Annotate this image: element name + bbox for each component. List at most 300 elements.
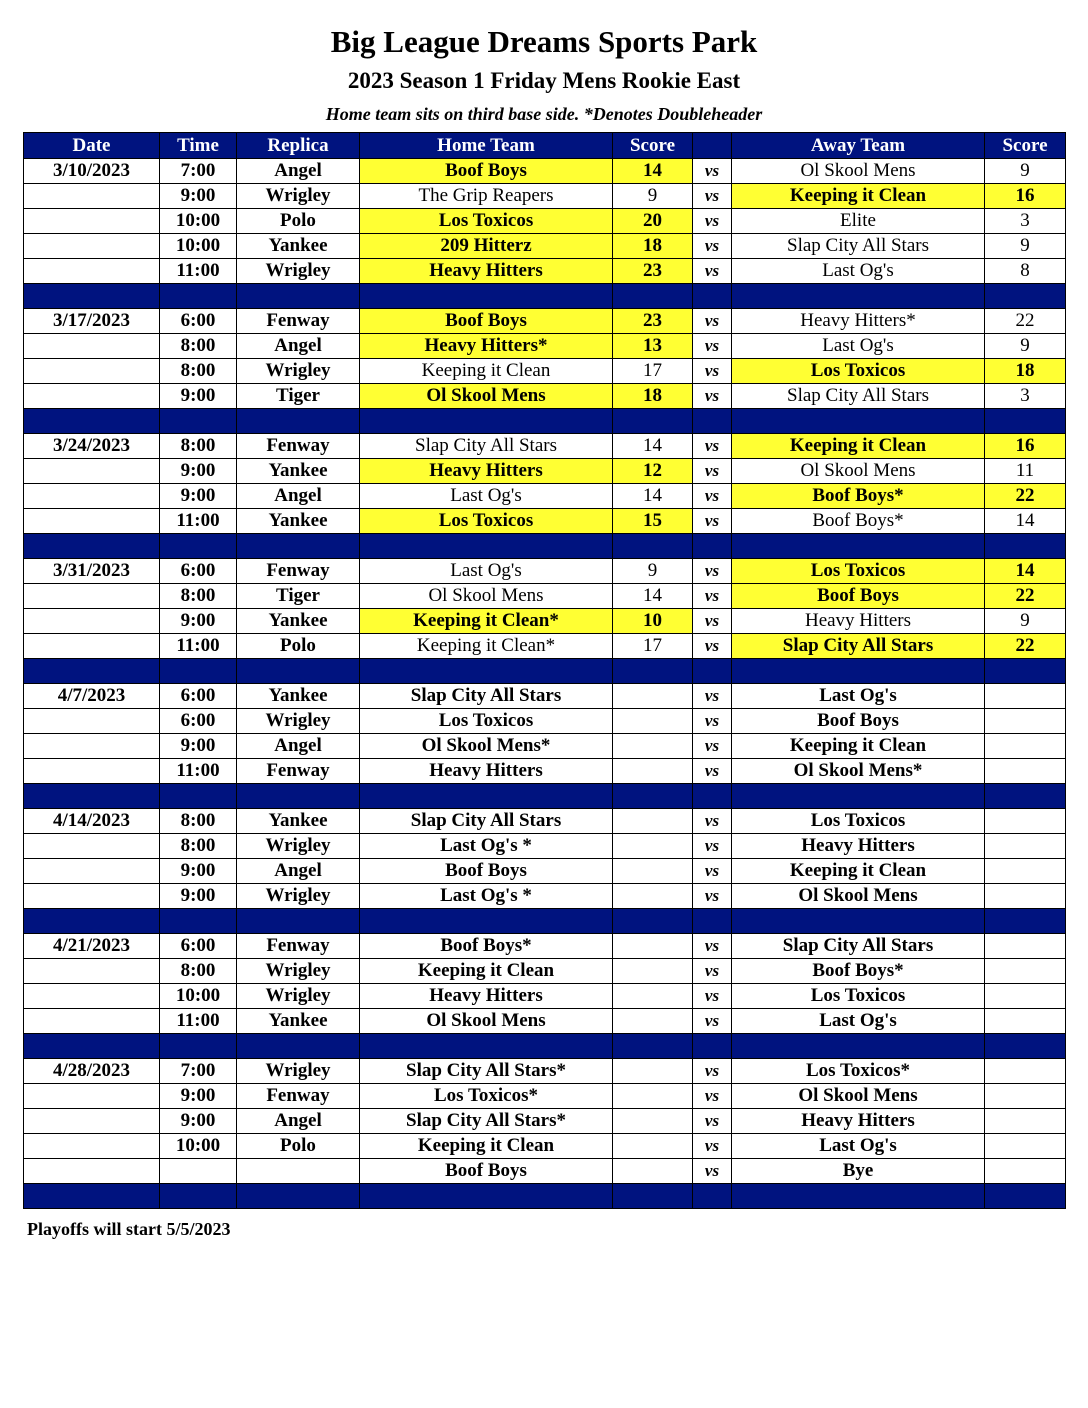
- away-score-cell: [985, 734, 1066, 759]
- replica-cell: Polo: [237, 1134, 360, 1159]
- time-cell: [160, 1159, 237, 1184]
- time-cell: 11:00: [160, 1009, 237, 1034]
- home-team-cell: Ol Skool Mens: [360, 1009, 613, 1034]
- away-team-cell: Boof Boys: [732, 584, 985, 609]
- separator-cell: [693, 659, 732, 684]
- separator-cell: [732, 409, 985, 434]
- replica-cell: Tiger: [237, 384, 360, 409]
- away-score-cell: 22: [985, 484, 1066, 509]
- home-team-cell: Keeping it Clean*: [360, 609, 613, 634]
- away-score-cell: [985, 884, 1066, 909]
- vs-cell: vs: [693, 959, 732, 984]
- home-team-cell: Boof Boys: [360, 1159, 613, 1184]
- away-score-cell: [985, 759, 1066, 784]
- home-score-cell: [613, 1009, 693, 1034]
- separator-cell: [985, 1184, 1066, 1209]
- date-cell: [24, 1134, 160, 1159]
- replica-cell: Fenway: [237, 434, 360, 459]
- home-score-cell: 18: [613, 234, 693, 259]
- replica-cell: [237, 1159, 360, 1184]
- vs-cell: vs: [693, 159, 732, 184]
- replica-cell: Angel: [237, 1109, 360, 1134]
- replica-cell: Wrigley: [237, 259, 360, 284]
- time-cell: 8:00: [160, 334, 237, 359]
- separator-cell: [24, 1184, 160, 1209]
- replica-cell: Tiger: [237, 584, 360, 609]
- table-row: [24, 359, 1066, 384]
- time-cell: 10:00: [160, 209, 237, 234]
- time-cell: 6:00: [160, 709, 237, 734]
- date-cell: 3/10/2023: [24, 159, 160, 184]
- table-row: [24, 334, 1066, 359]
- home-score-cell: [613, 734, 693, 759]
- replica-cell: Wrigley: [237, 959, 360, 984]
- vs-cell: vs: [693, 609, 732, 634]
- date-cell: [24, 1084, 160, 1109]
- vs-cell: vs: [693, 709, 732, 734]
- vs-cell: vs: [693, 759, 732, 784]
- away-score-cell: 9: [985, 234, 1066, 259]
- table-row: [24, 634, 1066, 659]
- away-team-cell: Boof Boys*: [732, 959, 985, 984]
- separator-cell: [160, 909, 237, 934]
- replica-cell: Polo: [237, 209, 360, 234]
- separator-cell: [237, 784, 360, 809]
- home-team-cell: Slap City All Stars: [360, 809, 613, 834]
- home-score-cell: [613, 709, 693, 734]
- away-team-cell: Heavy Hitters*: [732, 309, 985, 334]
- separator-cell: [360, 534, 613, 559]
- replica-cell: Fenway: [237, 1084, 360, 1109]
- away-score-cell: [985, 1009, 1066, 1034]
- table-row: [24, 1134, 1066, 1159]
- home-score-cell: 14: [613, 434, 693, 459]
- replica-cell: Yankee: [237, 609, 360, 634]
- replica-cell: Angel: [237, 484, 360, 509]
- separator-cell: [732, 1184, 985, 1209]
- home-team-cell: Boof Boys: [360, 859, 613, 884]
- home-score-cell: 15: [613, 509, 693, 534]
- week-separator-row: [24, 784, 1066, 809]
- separator-cell: [693, 284, 732, 309]
- home-score-cell: [613, 834, 693, 859]
- vs-cell: vs: [693, 684, 732, 709]
- away-score-cell: 14: [985, 509, 1066, 534]
- away-team-cell: Ol Skool Mens: [732, 159, 985, 184]
- date-cell: [24, 384, 160, 409]
- table-row: [24, 184, 1066, 209]
- time-cell: 8:00: [160, 834, 237, 859]
- time-cell: 9:00: [160, 859, 237, 884]
- away-team-cell: Boof Boys*: [732, 484, 985, 509]
- separator-cell: [693, 534, 732, 559]
- table-row: [24, 1109, 1066, 1134]
- date-cell: 3/17/2023: [24, 309, 160, 334]
- vs-cell: vs: [693, 459, 732, 484]
- time-cell: 9:00: [160, 609, 237, 634]
- vs-cell: vs: [693, 1159, 732, 1184]
- separator-cell: [985, 784, 1066, 809]
- separator-cell: [237, 1034, 360, 1059]
- separator-cell: [693, 784, 732, 809]
- home-score-cell: [613, 684, 693, 709]
- table-row: [24, 434, 1066, 459]
- date-cell: 4/7/2023: [24, 684, 160, 709]
- vs-cell: vs: [693, 509, 732, 534]
- away-score-cell: 8: [985, 259, 1066, 284]
- table-row: [24, 309, 1066, 334]
- away-score-cell: 3: [985, 209, 1066, 234]
- separator-cell: [732, 909, 985, 934]
- away-team-cell: Slap City All Stars: [732, 634, 985, 659]
- date-cell: [24, 834, 160, 859]
- home-score-cell: 10: [613, 609, 693, 634]
- away-score-cell: [985, 984, 1066, 1009]
- away-score-cell: [985, 684, 1066, 709]
- home-score-cell: [613, 884, 693, 909]
- separator-cell: [24, 909, 160, 934]
- separator-cell: [237, 1184, 360, 1209]
- away-team-cell: Los Toxicos: [732, 359, 985, 384]
- table-row: [24, 384, 1066, 409]
- separator-cell: [985, 284, 1066, 309]
- away-score-cell: 9: [985, 159, 1066, 184]
- time-cell: 9:00: [160, 459, 237, 484]
- replica-cell: Angel: [237, 159, 360, 184]
- home-team-cell: Keeping it Clean*: [360, 634, 613, 659]
- time-cell: 6:00: [160, 309, 237, 334]
- home-team-cell: Ol Skool Mens: [360, 584, 613, 609]
- date-cell: [24, 484, 160, 509]
- vs-cell: vs: [693, 834, 732, 859]
- date-cell: [24, 234, 160, 259]
- home-score-cell: 20: [613, 209, 693, 234]
- vs-cell: vs: [693, 634, 732, 659]
- home-team-cell: Ol Skool Mens*: [360, 734, 613, 759]
- vs-cell: vs: [693, 934, 732, 959]
- home-score-cell: 17: [613, 359, 693, 384]
- separator-cell: [693, 909, 732, 934]
- separator-cell: [693, 1184, 732, 1209]
- date-cell: [24, 609, 160, 634]
- separator-cell: [237, 409, 360, 434]
- separator-cell: [732, 284, 985, 309]
- away-team-cell: Boof Boys: [732, 709, 985, 734]
- time-cell: 6:00: [160, 559, 237, 584]
- vs-cell: vs: [693, 809, 732, 834]
- table-row: [24, 934, 1066, 959]
- date-cell: [24, 759, 160, 784]
- date-cell: [24, 1009, 160, 1034]
- separator-cell: [160, 1034, 237, 1059]
- separator-cell: [360, 909, 613, 934]
- vs-cell: vs: [693, 1084, 732, 1109]
- separator-cell: [24, 409, 160, 434]
- away-team-cell: Bye: [732, 1159, 985, 1184]
- away-team-cell: Los Toxicos*: [732, 1059, 985, 1084]
- separator-cell: [237, 659, 360, 684]
- home-score-cell: 13: [613, 334, 693, 359]
- away-score-cell: [985, 809, 1066, 834]
- home-team-cell: Slap City All Stars: [360, 684, 613, 709]
- home-team-cell: The Grip Reapers: [360, 184, 613, 209]
- away-team-cell: Heavy Hitters: [732, 1109, 985, 1134]
- col-header-date: Date: [24, 133, 160, 159]
- away-team-cell: Keeping it Clean: [732, 184, 985, 209]
- replica-cell: Wrigley: [237, 884, 360, 909]
- date-cell: 4/14/2023: [24, 809, 160, 834]
- away-team-cell: Heavy Hitters: [732, 609, 985, 634]
- home-score-cell: 14: [613, 584, 693, 609]
- away-score-cell: 16: [985, 184, 1066, 209]
- col-header-away-score: Score: [985, 133, 1066, 159]
- home-score-cell: [613, 984, 693, 1009]
- away-score-cell: [985, 859, 1066, 884]
- vs-cell: vs: [693, 434, 732, 459]
- home-score-cell: [613, 1159, 693, 1184]
- time-cell: 6:00: [160, 934, 237, 959]
- separator-cell: [360, 659, 613, 684]
- table-row: [24, 759, 1066, 784]
- vs-cell: vs: [693, 1134, 732, 1159]
- away-score-cell: [985, 959, 1066, 984]
- home-team-cell: Los Toxicos: [360, 209, 613, 234]
- vs-cell: vs: [693, 384, 732, 409]
- away-score-cell: [985, 1084, 1066, 1109]
- away-team-cell: Heavy Hitters: [732, 834, 985, 859]
- week-separator-row: [24, 1184, 1066, 1209]
- vs-cell: vs: [693, 1059, 732, 1084]
- replica-cell: Yankee: [237, 509, 360, 534]
- separator-cell: [360, 1034, 613, 1059]
- date-cell: 3/24/2023: [24, 434, 160, 459]
- week-separator-row: [24, 284, 1066, 309]
- home-team-cell: Last Og's: [360, 484, 613, 509]
- table-row: [24, 559, 1066, 584]
- table-row: [24, 1159, 1066, 1184]
- separator-cell: [24, 659, 160, 684]
- home-score-cell: [613, 1109, 693, 1134]
- week-separator-row: [24, 409, 1066, 434]
- vs-cell: vs: [693, 184, 732, 209]
- home-score-cell: [613, 1084, 693, 1109]
- playoffs-note: Playoffs will start 5/5/2023: [27, 1219, 231, 1239]
- replica-cell: Fenway: [237, 559, 360, 584]
- week-separator-row: [24, 534, 1066, 559]
- col-header-replica: Replica: [237, 133, 360, 159]
- home-score-cell: [613, 1059, 693, 1084]
- separator-cell: [732, 659, 985, 684]
- away-team-cell: Elite: [732, 209, 985, 234]
- away-team-cell: Slap City All Stars: [732, 934, 985, 959]
- date-cell: [24, 334, 160, 359]
- date-cell: 4/21/2023: [24, 934, 160, 959]
- home-team-cell: Los Toxicos*: [360, 1084, 613, 1109]
- separator-cell: [360, 784, 613, 809]
- away-score-cell: 3: [985, 384, 1066, 409]
- table-row: [24, 859, 1066, 884]
- week-separator-row: [24, 659, 1066, 684]
- home-score-cell: 17: [613, 634, 693, 659]
- home-score-cell: 14: [613, 484, 693, 509]
- page-subtitle: 2023 Season 1 Friday Mens Rookie East: [347, 68, 741, 93]
- home-score-cell: [613, 759, 693, 784]
- table-row: [24, 834, 1066, 859]
- away-team-cell: Last Og's: [732, 684, 985, 709]
- separator-cell: [693, 1034, 732, 1059]
- separator-cell: [160, 659, 237, 684]
- vs-cell: vs: [693, 734, 732, 759]
- home-score-cell: 18: [613, 384, 693, 409]
- home-team-cell: Heavy Hitters: [360, 984, 613, 1009]
- table-row: [24, 584, 1066, 609]
- date-cell: [24, 984, 160, 1009]
- home-score-cell: 14: [613, 159, 693, 184]
- separator-cell: [24, 534, 160, 559]
- separator-cell: [360, 409, 613, 434]
- home-score-cell: [613, 859, 693, 884]
- table-row: [24, 209, 1066, 234]
- away-score-cell: 16: [985, 434, 1066, 459]
- separator-cell: [160, 534, 237, 559]
- replica-cell: Fenway: [237, 309, 360, 334]
- replica-cell: Angel: [237, 334, 360, 359]
- home-team-cell: Heavy Hitters*: [360, 334, 613, 359]
- vs-cell: vs: [693, 984, 732, 1009]
- vs-cell: vs: [693, 1009, 732, 1034]
- separator-cell: [360, 284, 613, 309]
- replica-cell: Yankee: [237, 809, 360, 834]
- away-team-cell: Los Toxicos: [732, 984, 985, 1009]
- replica-cell: Wrigley: [237, 359, 360, 384]
- table-row: [24, 1009, 1066, 1034]
- home-score-cell: [613, 934, 693, 959]
- time-cell: 7:00: [160, 159, 237, 184]
- home-team-cell: Slap City All Stars*: [360, 1059, 613, 1084]
- table-row: [24, 684, 1066, 709]
- time-cell: 9:00: [160, 734, 237, 759]
- table-row: [24, 1059, 1066, 1084]
- separator-cell: [985, 659, 1066, 684]
- date-cell: [24, 1159, 160, 1184]
- separator-cell: [613, 1034, 693, 1059]
- home-score-cell: [613, 809, 693, 834]
- home-team-cell: Slap City All Stars: [360, 434, 613, 459]
- home-score-cell: 9: [613, 184, 693, 209]
- separator-cell: [732, 534, 985, 559]
- date-cell: [24, 509, 160, 534]
- date-cell: [24, 1109, 160, 1134]
- time-cell: 9:00: [160, 1084, 237, 1109]
- home-team-cell: Boof Boys*: [360, 934, 613, 959]
- time-cell: 10:00: [160, 1134, 237, 1159]
- separator-cell: [160, 1184, 237, 1209]
- vs-cell: vs: [693, 359, 732, 384]
- vs-cell: vs: [693, 859, 732, 884]
- table-row: [24, 484, 1066, 509]
- col-header-away-team: Away Team: [732, 133, 985, 159]
- col-header-home-team: Home Team: [360, 133, 613, 159]
- home-score-cell: 12: [613, 459, 693, 484]
- separator-cell: [613, 534, 693, 559]
- away-team-cell: Last Og's: [732, 259, 985, 284]
- away-team-cell: Last Og's: [732, 1134, 985, 1159]
- table-header-row: [24, 133, 1066, 159]
- separator-cell: [613, 284, 693, 309]
- separator-cell: [24, 284, 160, 309]
- table-row: [24, 1084, 1066, 1109]
- vs-cell: vs: [693, 209, 732, 234]
- home-team-cell: Keeping it Clean: [360, 1134, 613, 1159]
- replica-cell: Wrigley: [237, 834, 360, 859]
- date-cell: [24, 459, 160, 484]
- separator-cell: [613, 909, 693, 934]
- away-team-cell: Last Og's: [732, 334, 985, 359]
- separator-cell: [985, 534, 1066, 559]
- home-team-cell: Keeping it Clean: [360, 959, 613, 984]
- replica-cell: Fenway: [237, 934, 360, 959]
- home-team-cell: Last Og's *: [360, 834, 613, 859]
- table-row: [24, 984, 1066, 1009]
- separator-cell: [613, 784, 693, 809]
- week-separator-row: [24, 909, 1066, 934]
- table-row: [24, 884, 1066, 909]
- col-header-vs: [693, 133, 732, 159]
- schedule-table: [23, 132, 1066, 1209]
- time-cell: 8:00: [160, 434, 237, 459]
- away-score-cell: 22: [985, 634, 1066, 659]
- vs-cell: vs: [693, 1109, 732, 1134]
- schedule-body: [24, 159, 1066, 1209]
- home-team-cell: Ol Skool Mens: [360, 384, 613, 409]
- time-cell: 7:00: [160, 1059, 237, 1084]
- away-team-cell: Los Toxicos: [732, 809, 985, 834]
- table-row: [24, 509, 1066, 534]
- separator-cell: [732, 784, 985, 809]
- time-cell: 10:00: [160, 234, 237, 259]
- away-score-cell: [985, 934, 1066, 959]
- vs-cell: vs: [693, 259, 732, 284]
- date-cell: [24, 734, 160, 759]
- home-team-cell: Last Og's *: [360, 884, 613, 909]
- separator-cell: [985, 1034, 1066, 1059]
- home-team-cell: Boof Boys: [360, 159, 613, 184]
- home-team-cell: Los Toxicos: [360, 709, 613, 734]
- table-row: [24, 459, 1066, 484]
- replica-cell: Angel: [237, 859, 360, 884]
- col-header-home-score: Score: [613, 133, 693, 159]
- separator-cell: [24, 1034, 160, 1059]
- separator-cell: [732, 1034, 985, 1059]
- vs-cell: vs: [693, 559, 732, 584]
- away-score-cell: 22: [985, 309, 1066, 334]
- time-cell: 11:00: [160, 634, 237, 659]
- away-score-cell: [985, 834, 1066, 859]
- vs-cell: vs: [693, 584, 732, 609]
- table-row: [24, 959, 1066, 984]
- home-team-cell: Los Toxicos: [360, 509, 613, 534]
- away-team-cell: Ol Skool Mens*: [732, 759, 985, 784]
- home-score-cell: [613, 1134, 693, 1159]
- away-team-cell: Ol Skool Mens: [732, 1084, 985, 1109]
- home-team-cell: Slap City All Stars*: [360, 1109, 613, 1134]
- away-team-cell: Slap City All Stars: [732, 384, 985, 409]
- table-row: [24, 609, 1066, 634]
- table-row: [24, 259, 1066, 284]
- separator-cell: [613, 1184, 693, 1209]
- vs-cell: vs: [693, 334, 732, 359]
- date-cell: [24, 359, 160, 384]
